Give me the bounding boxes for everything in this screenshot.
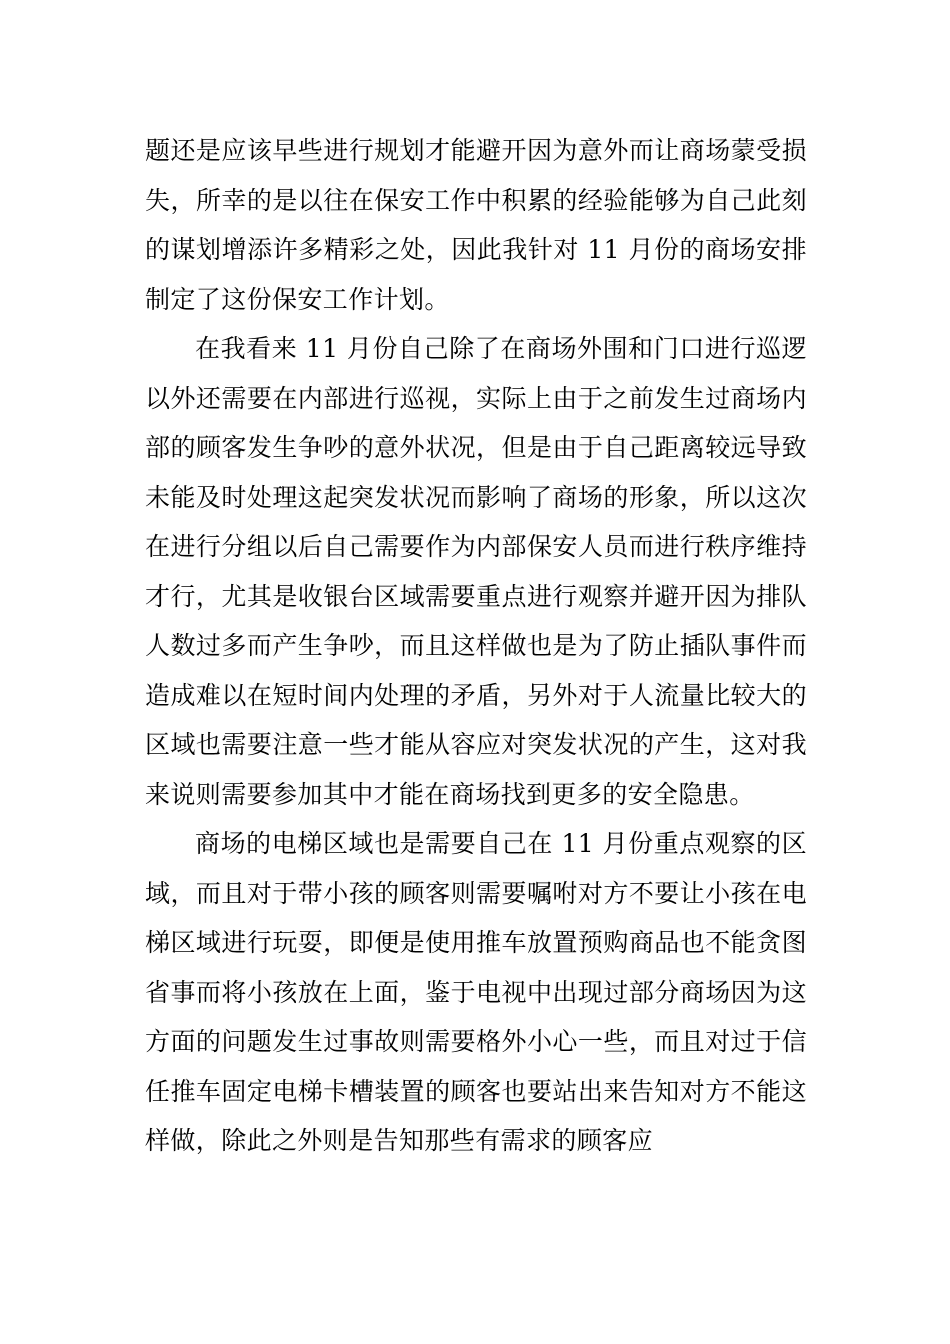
document-body [145, 126, 807, 1166]
paragraph-internal-patrol: 在我看来 11 月份自己除了在商场外围和门口进行巡逻以外还需要在内部进行巡视，实际上由于之前发生过商场内部的顾客发生争吵的意外状况，但是由于自己距离较远导致未能及时处理这起突发状况而影响了商场的形象，所以这次在进行分组以后自己需要作为内部保安人员而进行秩序维持才行，尤其是收银台区域需要重点进行观察并避开因为排队人数过多而产生争吵，而且这样做也是为了防止插队事件而造成难以在短时间内处理的矛盾，另外对于人流量比较大的区域也需要注意一些才能从容应对突发状况的产生，这对我来说则需要参加其中才能在商场找到更多的安全隐患。 [145, 334, 807, 809]
paragraph-continuation: 题还是应该早些进行规划才能避开因为意外而让商场蒙受损失，所幸的是以往在保安工作中积累的经验能够为自己此刻的谋划增添许多精彩之处，因此我针对 11 月份的商场安排制定了这份保安工作计划。 [145, 136, 807, 314]
paragraph-elevator-area: 商场的电梯区域也是需要自己在 11 月份重点观察的区域，而且对于带小孩的顾客则需要嘱咐对方不要让小孩在电梯区域进行玩耍，即便是使用推车放置预购商品也不能贪图省事而将小孩放在上面，鉴于电视中出现过部分商场因为这方面的问题发生过事故则需要格外小心一些，而且对过于信任推车固定电梯卡槽装置的顾客也要站出来告知对方不能这样做，除此之外则是告知那些有需求的顾客应 [145, 829, 807, 1155]
